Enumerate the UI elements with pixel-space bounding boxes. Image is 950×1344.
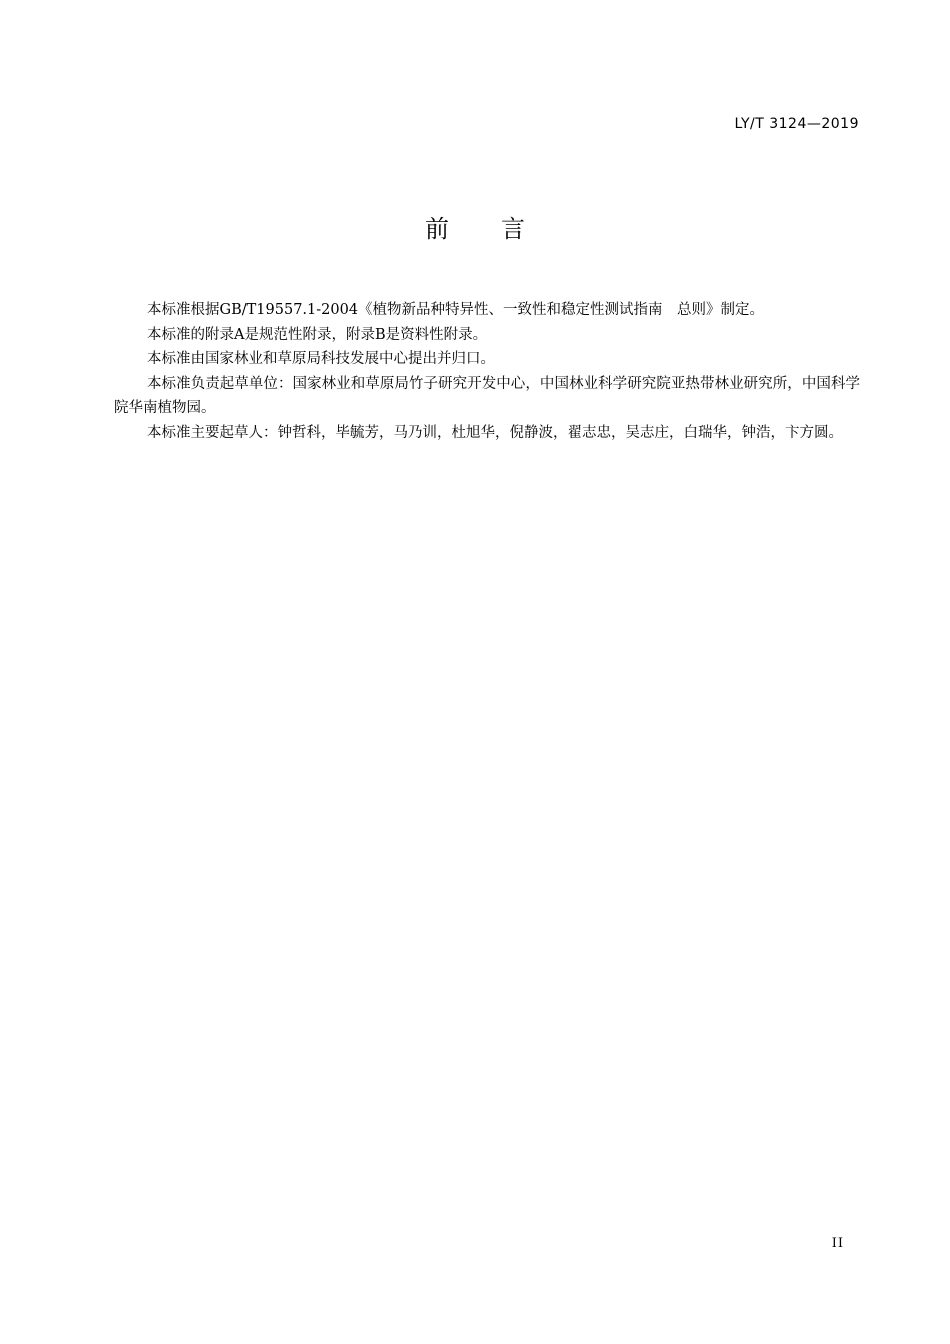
paragraph-basis: 本标准根据GB/T19557.1-2004《植物新品种特异性、一致性和稳定性测试指南 总则》制定。 xyxy=(147,302,765,318)
preface-body xyxy=(114,298,860,445)
standard-code: LY/T 3124—2019 xyxy=(734,116,859,132)
paragraph-drafting-units: 本标准负责起草单位：国家林业和草原局竹子研究开发中心，中国林业科学研究院亚热带林业研究所，中国科学院华南植物园。 xyxy=(114,375,860,416)
page-number: II xyxy=(831,1236,844,1251)
paragraph-proposer: 本标准由国家林业和草原局科技发展中心提出并归口。 xyxy=(147,351,495,367)
page-title: 前言 xyxy=(425,215,577,243)
paragraph-appendix: 本标准的附录A是规范性附录，附录B是资料性附录。 xyxy=(147,326,488,343)
paragraph-drafters: 本标准主要起草人：钟哲科，毕毓芳，马乃训，杜旭华，倪静波，翟志忠，吴志庄，白瑞华，钟浩，卞方圆。 xyxy=(147,424,843,441)
